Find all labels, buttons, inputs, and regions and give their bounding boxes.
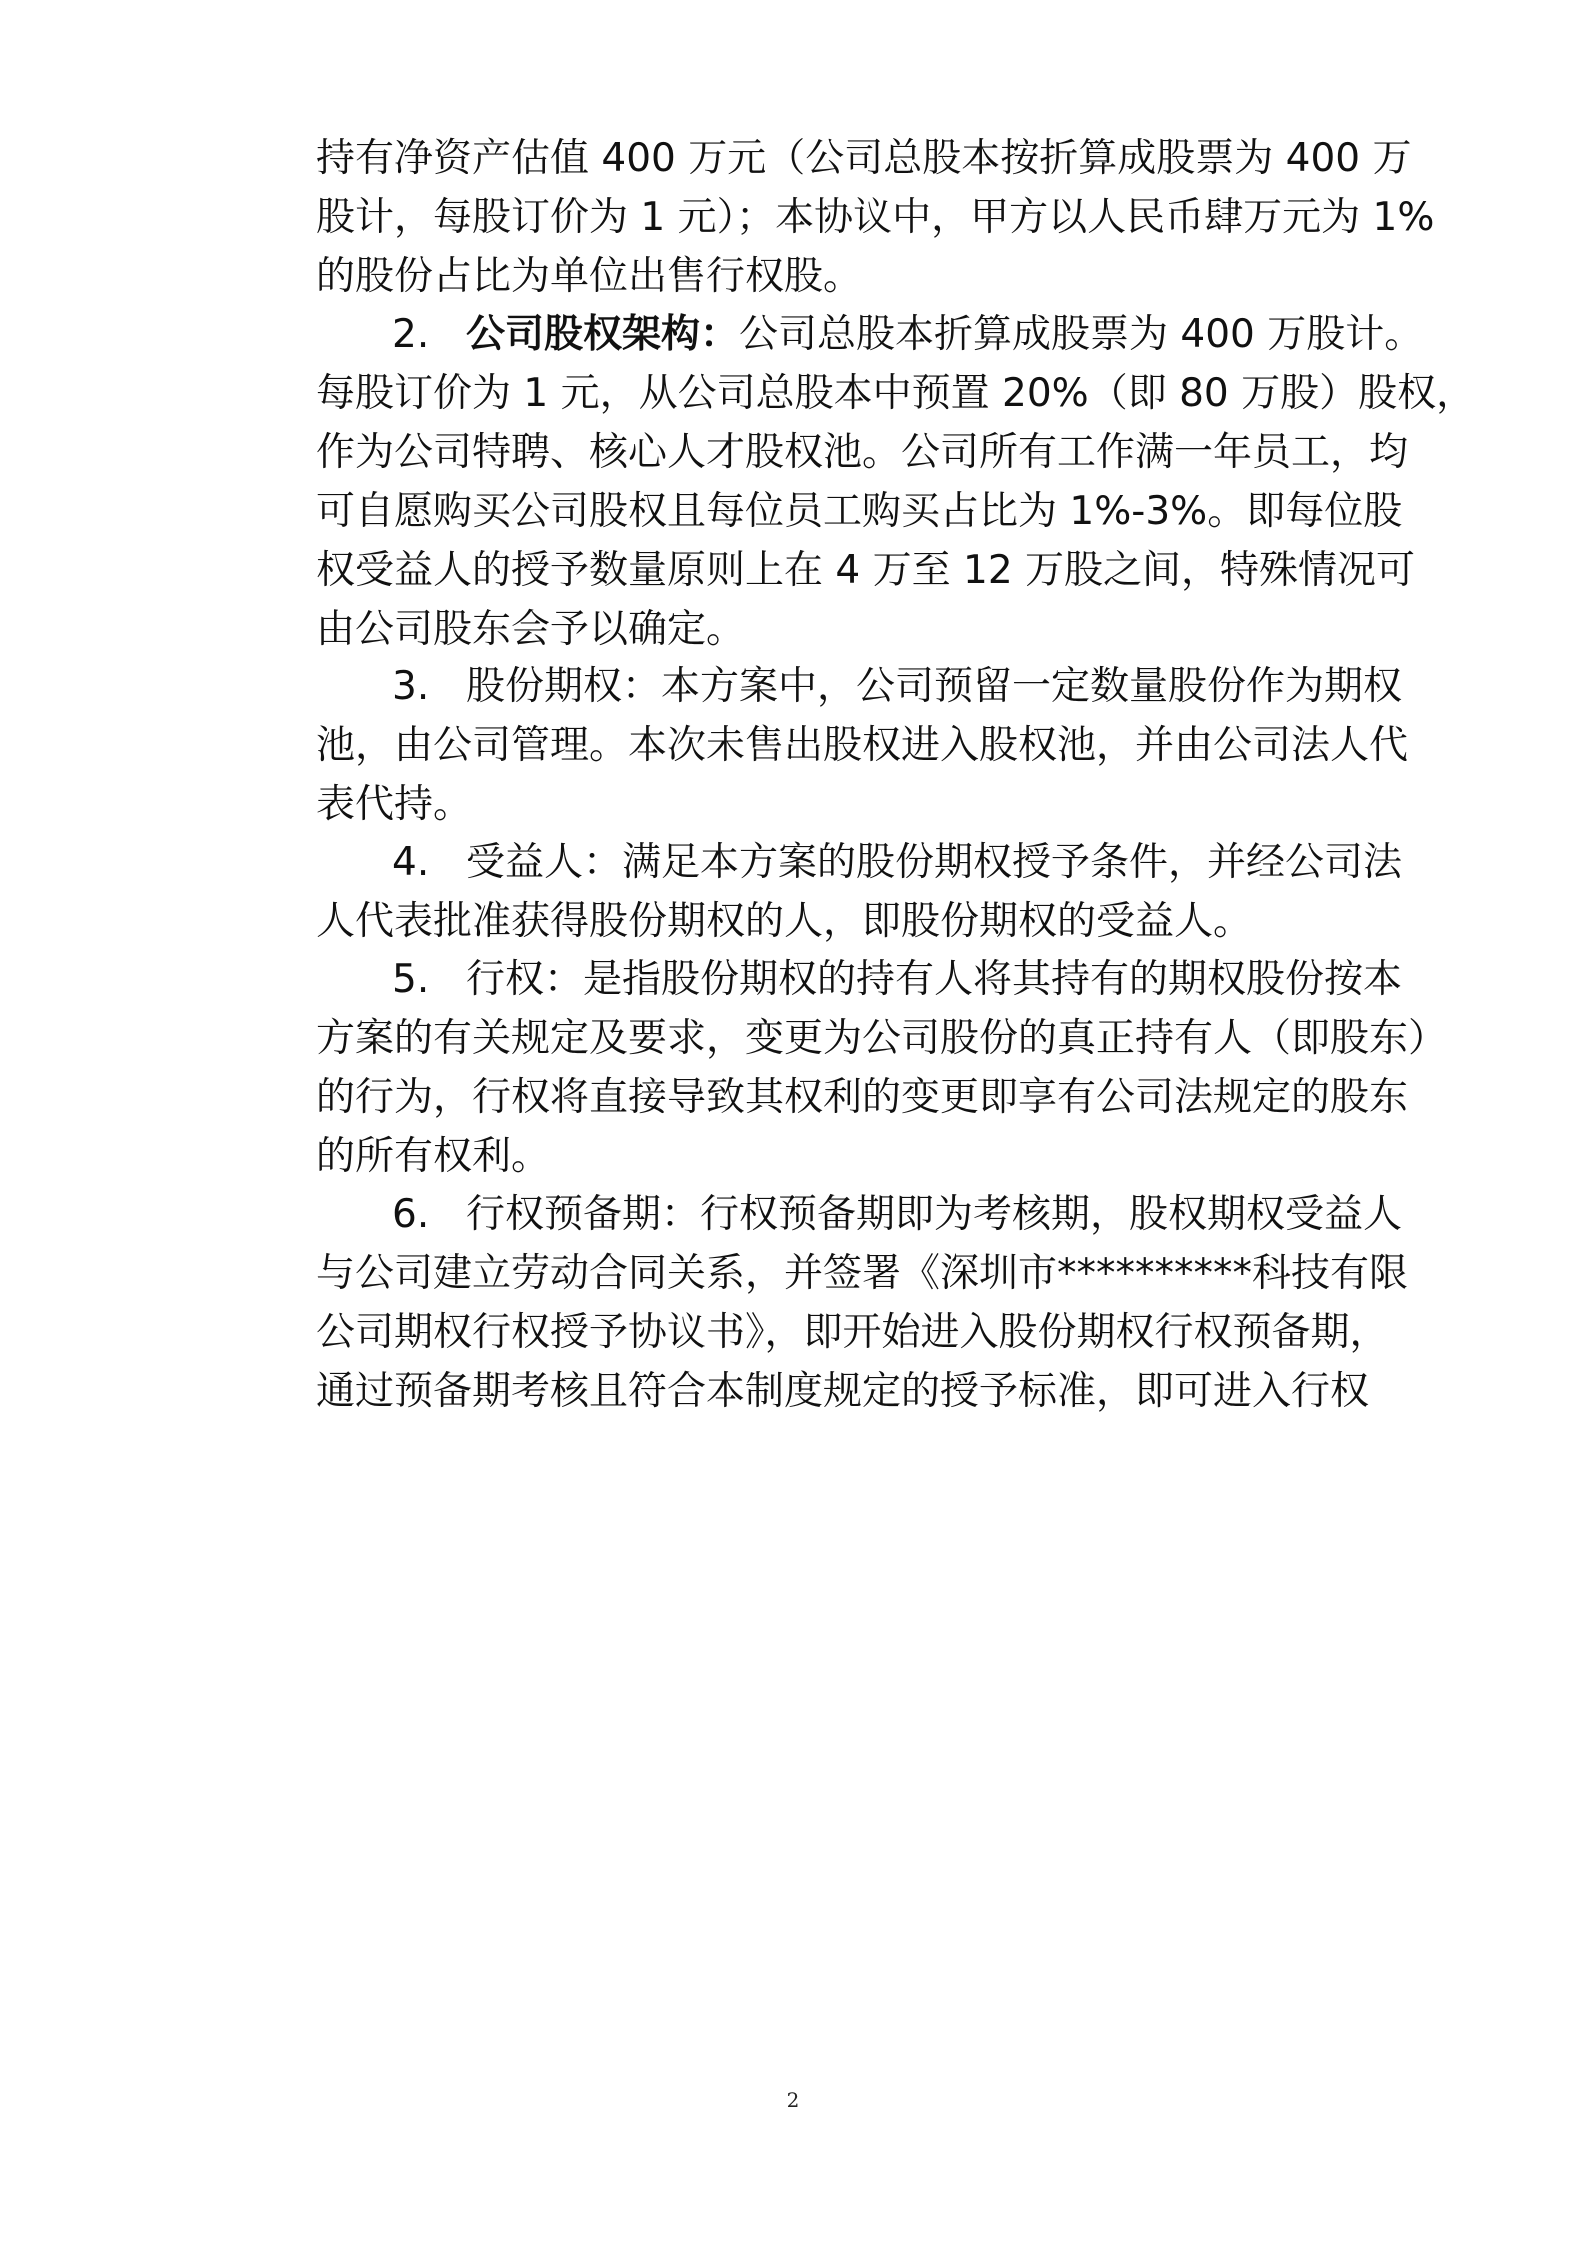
paragraph-line: 权受益人的授予数量原则上在 4 万至 12 万股之间，特殊情况可 bbox=[316, 548, 1416, 593]
item-2-first-line bbox=[466, 310, 1423, 360]
item-number: 5. bbox=[392, 957, 430, 1002]
paragraph-line: 的行为，行权将直接导致其权利的变更即享有公司法规定的股东 bbox=[316, 1075, 1409, 1120]
item-number: 3. bbox=[392, 664, 430, 709]
item-5-first-line: 行权：是指股份期权的持有人将其持有的期权股份按本 bbox=[466, 957, 1403, 1002]
paragraph-line: 持有净资产估值 400 万元（公司总股本按折算成股票为 400 万 bbox=[316, 136, 1412, 181]
paragraph-line: 通过预备期考核且符合本制度规定的授予标准，即可进入行权 bbox=[316, 1369, 1370, 1414]
item-number: 2. bbox=[392, 312, 430, 357]
item-6-first-line: 行权预备期：行权预备期即为考核期，股权期权受益人 bbox=[466, 1192, 1403, 1237]
page-number: 2 bbox=[786, 2088, 800, 2112]
paragraph-line: 人代表批准获得股份期权的人，即股份期权的受益人。 bbox=[316, 899, 1253, 944]
paragraph-line: 方案的有关规定及要求，变更为公司股份的真正持有人（即股东） bbox=[316, 1016, 1448, 1061]
paragraph-line: 的股份占比为单位出售行权股。 bbox=[316, 254, 863, 299]
item-number: 4. bbox=[392, 840, 430, 885]
item-4-first-line: 受益人：满足本方案的股份期权授予条件，并经公司法 bbox=[466, 840, 1403, 885]
paragraph-line: 每股订价为 1 元，从公司总股本中预置 20%（即 80 万股）股权， bbox=[316, 371, 1476, 416]
paragraph-line: 与公司建立劳动合同关系，并签署《深圳市**********科技有限 bbox=[316, 1251, 1409, 1296]
paragraph-line: 由公司股东会予以确定。 bbox=[316, 607, 746, 652]
paragraph-line: 池，由公司管理。本次未售出股权进入股权池，并由公司法人代 bbox=[316, 723, 1409, 768]
item-heading: 公司股权架构： bbox=[466, 312, 740, 357]
paragraph-line: 公司期权行权授予协议书》，即开始进入股份期权行权预备期， bbox=[316, 1310, 1389, 1355]
paragraph-line: 作为公司特聘、核心人才股权池。公司所有工作满一年员工，均 bbox=[316, 430, 1409, 475]
item-number: 6. bbox=[392, 1192, 430, 1237]
paragraph-line: 可自愿购买公司股权且每位员工购买占比为 1%-3%。即每位股 bbox=[316, 489, 1403, 534]
item-text: 公司总股本折算成股票为 400 万股计。 bbox=[739, 312, 1424, 357]
paragraph-line: 表代持。 bbox=[316, 782, 473, 827]
item-3-first-line: 股份期权：本方案中，公司预留一定数量股份作为期权 bbox=[466, 664, 1403, 709]
paragraph-line: 股计，每股订价为 1 元）；本协议中，甲方以人民币肆万元为 1% bbox=[316, 195, 1435, 240]
paragraph-line: 的所有权利。 bbox=[316, 1134, 551, 1179]
